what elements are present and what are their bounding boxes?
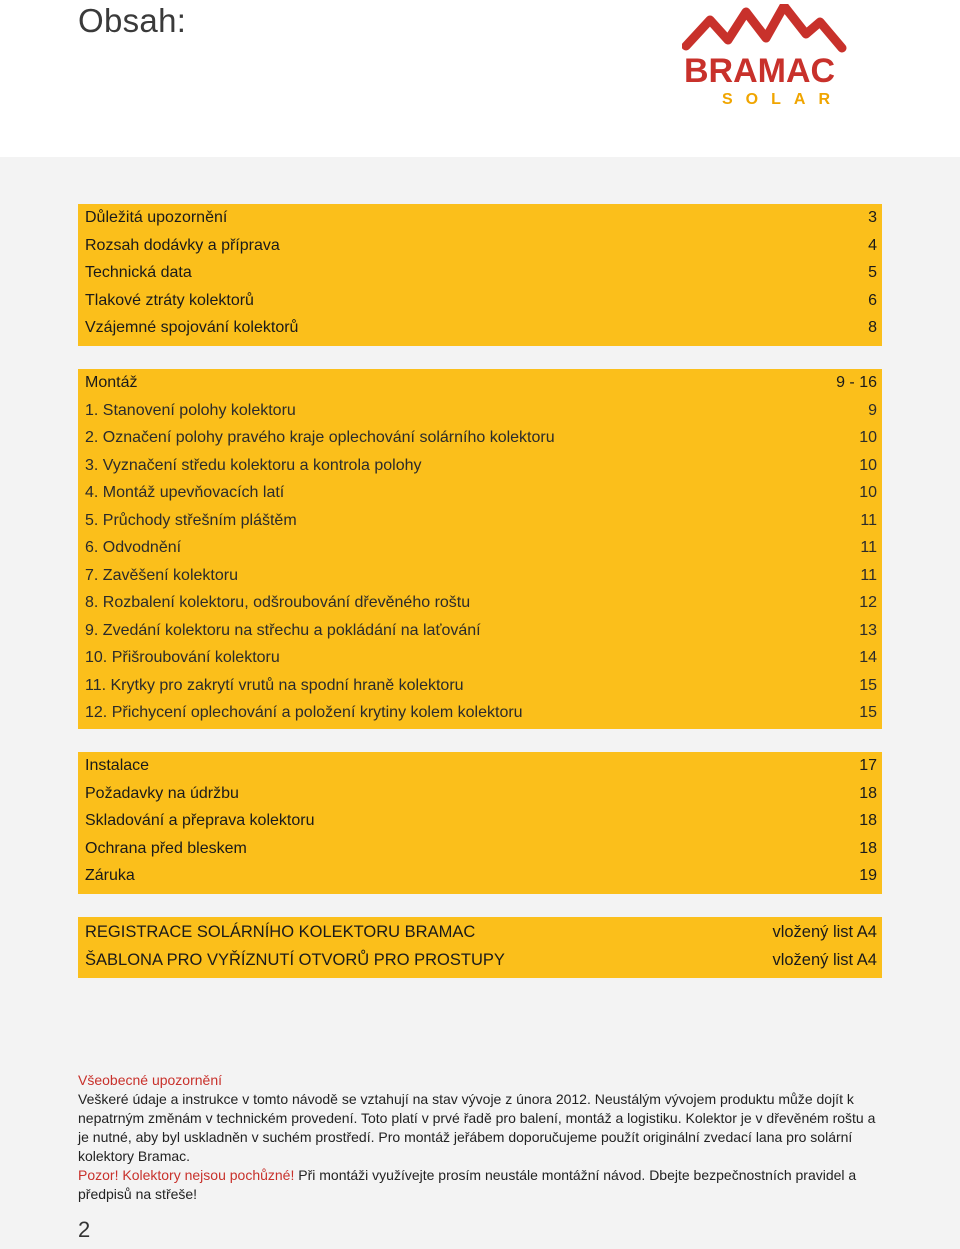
toc-label: 5. Průchody střešním pláštěm <box>85 512 297 529</box>
toc-page: 4 <box>868 237 877 254</box>
toc-page: 15 <box>859 704 877 721</box>
toc-page: 18 <box>859 840 877 857</box>
toc-page: 18 <box>859 812 877 829</box>
toc-row[interactable] <box>85 919 877 946</box>
toc-label: Požadavky na údržbu <box>85 785 239 802</box>
toc-label: 2. Označení polohy pravého kraje oplechování solárního kolektoru <box>85 429 555 446</box>
toc-row[interactable] <box>85 644 877 671</box>
notice-warning-rest: Při montáži využívejte prosím neustále montážní návod. Dbejte bezpečnostních pravidel a předpisů na střeše! <box>78 1167 857 1202</box>
toc-row[interactable] <box>85 479 877 506</box>
toc-label: 3. Vyznačení středu kolektoru a kontrola polohy <box>85 457 422 474</box>
page-title: Obsah: <box>78 2 187 39</box>
toc-page: 9 - 16 <box>836 374 877 391</box>
toc-page: 11 <box>860 539 877 556</box>
toc-label: 1. Stanovení polohy kolektoru <box>85 402 296 419</box>
notice-warning: Pozor! Kolektory nejsou pochůzné! <box>78 1167 295 1183</box>
toc-label: Rozsah dodávky a příprava <box>85 237 280 254</box>
toc-row[interactable] <box>85 232 877 259</box>
toc-row[interactable] <box>85 835 877 862</box>
toc-page: 13 <box>859 622 877 639</box>
toc-page: 3 <box>868 209 877 226</box>
toc-page: 10 <box>859 457 877 474</box>
toc-label: Ochrana před bleskem <box>85 840 247 857</box>
page-number: 2 <box>78 1217 91 1242</box>
toc-label: 6. Odvodnění <box>85 539 182 556</box>
toc-page: 6 <box>868 292 877 309</box>
logo-brand-text: BRAMAC <box>684 52 836 90</box>
toc-row[interactable] <box>85 752 877 779</box>
toc-label: 10. Přišroubování kolektoru <box>85 649 280 666</box>
toc-label: Skladování a přeprava kolektoru <box>85 812 315 829</box>
toc-group-installation <box>78 752 882 894</box>
toc-page: 12 <box>859 594 877 611</box>
toc-row[interactable] <box>85 699 877 726</box>
toc-group-inserts <box>78 917 882 978</box>
page-header <box>0 0 960 157</box>
toc-page: 9 <box>868 402 877 419</box>
toc-label: Montáž <box>85 374 138 391</box>
toc-page: 10 <box>859 484 877 501</box>
toc-page: 17 <box>859 757 877 774</box>
toc-row[interactable] <box>85 807 877 834</box>
notice-body: Veškeré údaje a instrukce v tomto návodě se vztahují na stav vývoje z února 2012. Neustálým vývojem produktu může dojít k nepatrným změnám v technickém provedení. Toto platí v prvé řadě pro balení, montáž a logistiku. Kolektor je v dřevěném roštu a je nutné, aby byl uskladněn v suchém prostředí. Pro montáž jeřábem doporučujeme použít originální zvedací lana pro solární kolektory Bramac. <box>78 1091 876 1164</box>
notice-warning-paragraph <box>78 1166 890 1204</box>
toc-label: Záruka <box>85 867 135 884</box>
toc-page: 11 <box>860 567 877 584</box>
toc-label: Technická data <box>85 264 192 281</box>
toc-label: 4. Montáž upevňovacích latí <box>85 484 285 501</box>
toc-row[interactable] <box>85 369 877 396</box>
toc-page: 18 <box>859 785 877 802</box>
toc-page: 14 <box>859 649 877 666</box>
toc-row[interactable] <box>85 507 877 534</box>
toc-row[interactable] <box>85 780 877 807</box>
toc-label: 9. Zvedání kolektoru na střechu a pokládání na laťování <box>85 622 481 639</box>
toc-row[interactable] <box>85 562 877 589</box>
toc-page: 11 <box>860 512 877 529</box>
toc-row[interactable] <box>85 617 877 644</box>
toc-label: 12. Přichycení oplechování a položení krytiny kolem kolektoru <box>85 704 523 721</box>
toc-row[interactable] <box>85 534 877 561</box>
toc-group-assembly <box>78 369 882 729</box>
toc-page: vložený list A4 <box>772 951 877 969</box>
toc-page: 19 <box>859 867 877 884</box>
general-notice <box>78 1071 890 1204</box>
notice-heading: Všeobecné upozornění <box>78 1072 222 1088</box>
toc-row[interactable] <box>85 204 877 231</box>
toc-group-general <box>78 204 882 346</box>
bramac-solar-logo <box>682 4 892 114</box>
toc-label: 8. Rozbalení kolektoru, odšroubování dřevěného roštu <box>85 594 471 611</box>
toc-label: 7. Zavěšení kolektoru <box>85 567 238 584</box>
toc-label: Důležitá upozornění <box>85 209 228 226</box>
toc-row[interactable] <box>85 672 877 699</box>
toc-label: Tlakové ztráty kolektorů <box>85 292 254 309</box>
toc-label: ŠABLONA PRO VYŘÍZNUTÍ OTVORŮ PRO PROSTUPY <box>85 951 505 969</box>
toc-row[interactable] <box>85 589 877 616</box>
toc-label: REGISTRACE SOLÁRNÍHO KOLEKTORU BRAMAC <box>85 923 476 941</box>
toc-label: 11. Krytky pro zakrytí vrutů na spodní hraně kolektoru <box>85 677 464 694</box>
toc-row[interactable] <box>85 947 877 974</box>
toc-row[interactable] <box>85 424 877 451</box>
toc-row[interactable] <box>85 314 877 341</box>
toc-page: 8 <box>868 319 877 336</box>
toc-row[interactable] <box>85 287 877 314</box>
toc-label: Instalace <box>85 757 150 774</box>
toc-page: 15 <box>859 677 877 694</box>
toc-row[interactable] <box>85 452 877 479</box>
toc-label: Vzájemné spojování kolektorů <box>85 319 299 336</box>
toc-row[interactable] <box>85 259 877 286</box>
toc-page: 5 <box>868 264 877 281</box>
toc-row[interactable] <box>85 397 877 424</box>
toc-page: 10 <box>859 429 877 446</box>
toc-row[interactable] <box>85 862 877 889</box>
logo-sub-text: SOLAR <box>722 91 843 108</box>
toc-page: vložený list A4 <box>772 923 877 941</box>
